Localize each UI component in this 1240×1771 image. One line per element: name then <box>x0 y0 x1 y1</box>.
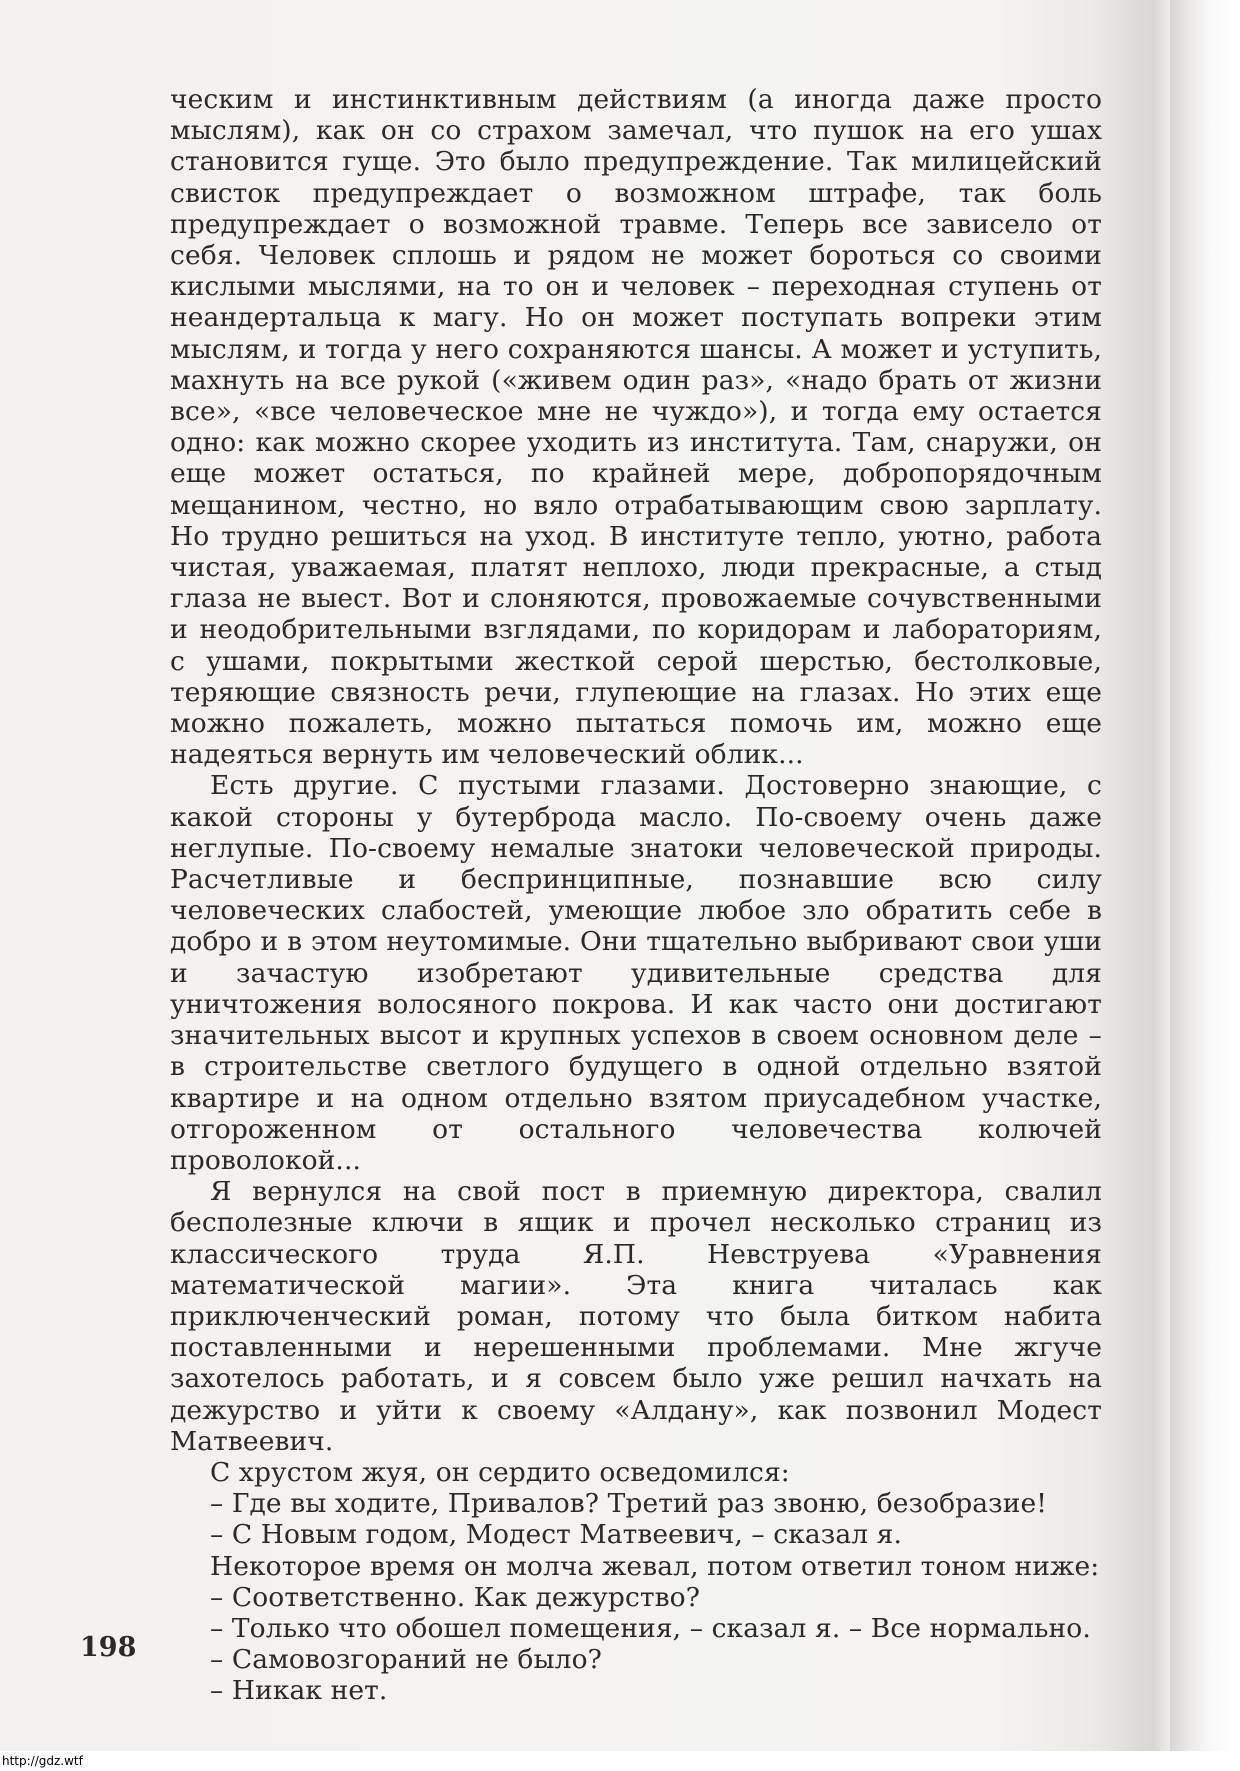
paragraph-2: Есть другие. С пустыми глазами. Достоверно знающие, с какой стороны у бутерброда масло. По-своему очень даже неглупые. По-своему немалые знатоки человеческой природы. Расчетливые и беспринципные, познавшие всю силу человеческих слабостей, умеющие любое зло обратить себе в добро и в этом неутомимые. Они тщательно выбривают свои уши и зачастую изобретают удивительные средства для уничтожения волосяного покрова. И как часто они достигают значительных высот и крупных успехов в своем основном деле – в строительстве светлого будущего в одной отдельно взятой квартире и на одном отдельно взятом приусадебном участке, отгороженном от остального человечества колючей проволокой... <box>170 770 1102 1176</box>
dialog-line-6: – Только что обошел помещения, – сказал я. – Все нормально. <box>210 1612 1091 1644</box>
dialog-line-1: С хрустом жуя, он сердито осведомился: <box>210 1456 790 1488</box>
source-link[interactable]: http://gdz.wtf <box>2 1754 83 1768</box>
paragraph-1: ческим и инстинктивным действиям (а иногда даже просто мыслям), как он со страхом замечал, что пушок на его ушах становится гуще. Это было предупреждение. Так милицейский свисток предупреждает о возможном штрафе, так боль предупреждает о возможной травме. Теперь все зависело от себя. Человек сплошь и рядом не может бороться со своими кислыми мыслями, на то он и человек – переходная ступень от неандертальца к магу. Но он может поступать вопреки этим мыслям, и тогда у него сохраняются шансы. А может и уступить, махнуть на все рукой («живем один раз», «надо брать от жизни все», «все человеческое мне не чуждо»), и тогда ему остается одно: как можно скорее уходить из института. Там, снаружи, он еще может остаться, по крайней мере, добропорядочным мещанином, честно, но вяло отрабатывающим свою зарплату. Но трудно решиться на уход. В институте тепло, уютно, работа чистая, уважаемая, платят неплохо, люди прекрасные, а стыд глаза не выест. Вот и слоняются, провожаемые сочувственными и неодобрительными взглядами, по коридорам и лабораториям, с ушами, покрытыми жесткой серой шерстью, бестолковые, теряющие связность речи, глупеющие на глазах. Но этих еще можно пожалеть, можно пытаться помочь им, можно еще надеяться вернуть им человеческий облик... <box>170 84 1102 771</box>
paragraph-3: Я вернулся на свой пост в приемную директора, свалил бесполезные ключи в ящик и прочел несколько страниц из классического труда Я.П. Невструева «Уравнения математической магии». Эта книга читалась как приключенческий роман, потому что была битком набита поставленными и нерешенными проблемами. Мне жгуче захотелось работать, и я совсем было уже решил начхать на дежурство и уйти к своему «Алдану», как позвонил Модест Матвеевич. <box>170 1176 1102 1457</box>
page-spine-shadow <box>1170 0 1240 1771</box>
dialog-line-4: Некоторое время он молча жевал, потом ответил тоном ниже: <box>210 1550 1100 1582</box>
body-text <box>170 84 1102 1707</box>
page-number: 198 <box>80 1632 137 1663</box>
dialog-line-8: – Никак нет. <box>210 1675 388 1707</box>
dialog-line-3: – С Новым годом, Модест Матвеевич, – сказал я. <box>210 1519 903 1551</box>
footer-bar <box>0 1751 1240 1771</box>
dialog-line-7: – Самовозгораний не было? <box>210 1644 602 1676</box>
dialog-line-2: – Где вы ходите, Привалов? Третий раз звоню, безобразие! <box>210 1488 1048 1520</box>
dialog-line-5: – Соответственно. Как дежурство? <box>210 1581 701 1613</box>
